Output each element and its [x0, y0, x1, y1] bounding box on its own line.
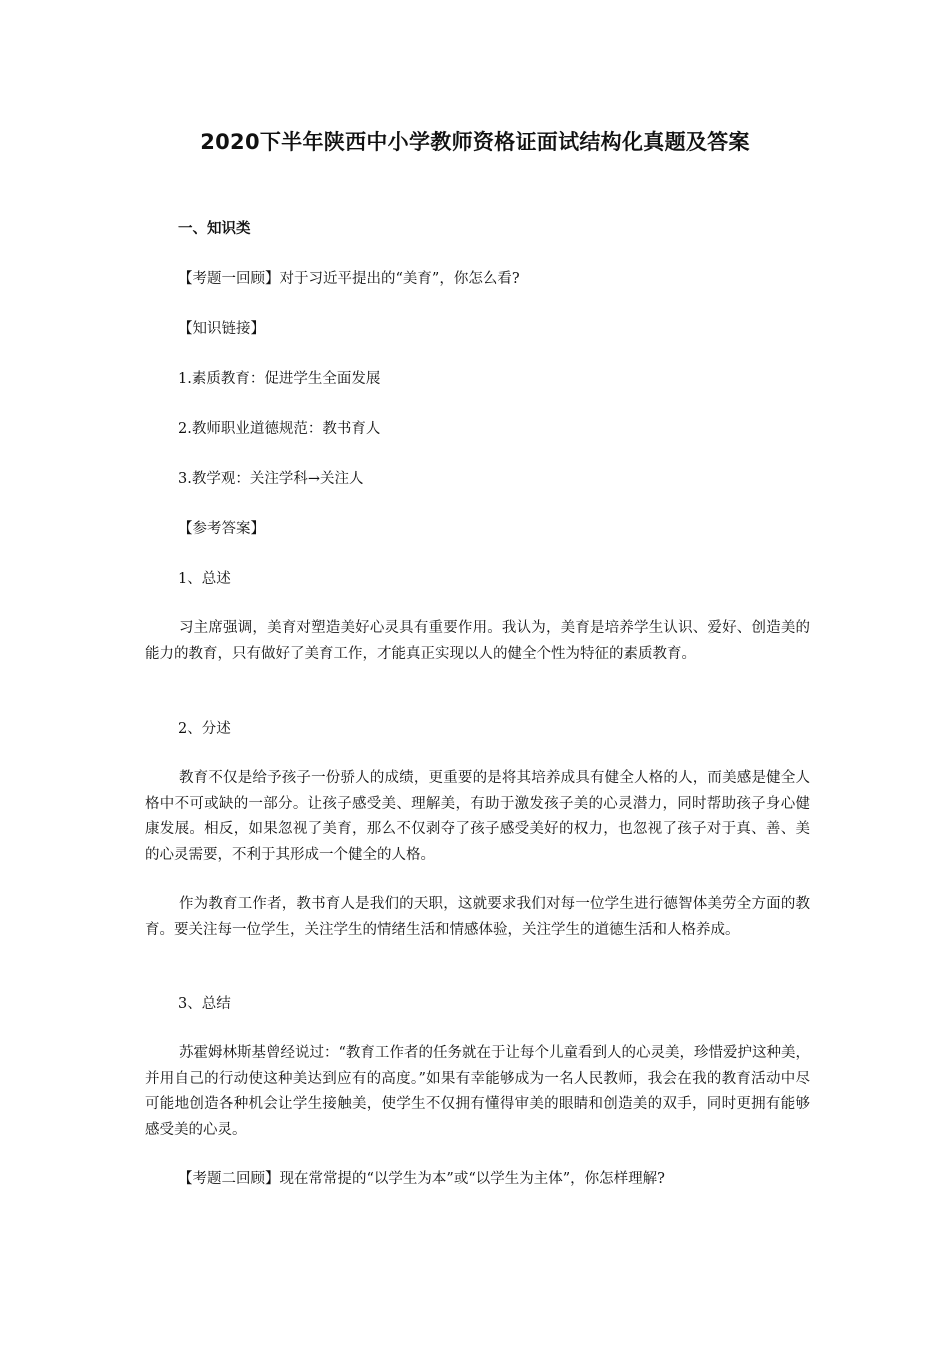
question-2-label: 【考题二回顾】现在常常提的“以学生为本”或“以学生为主体”，你怎样理解?	[178, 1171, 665, 1187]
answer-paragraph-3: 作为教育工作者，教书育人是我们的天职，这就要求我们对每一位学生进行德智体美劳全方面的教育。要关注每一位学生，关注学生的情绪生活和情感体验，关注学生的道德生活和人格养成。	[145, 896, 810, 938]
knowledge-item-1: 1.素质教育：促进学生全面发展	[178, 371, 381, 387]
answer-paragraph-1: 习主席强调，美育对塑造美好心灵具有重要作用。我认为，美育是培养学生认识、爱好、创造美的能力的教育，只有做好了美育工作，才能真正实现以人的健全个性为特征的素质教育。	[145, 620, 810, 662]
knowledge-link-heading: 【知识链接】	[178, 321, 265, 337]
document-title: 2020下半年陕西中小学教师资格证面试结构化真题及答案	[200, 130, 750, 154]
answer-heading-summary: 1、总述	[178, 571, 231, 587]
section-heading-knowledge: 一、知识类	[178, 220, 251, 237]
answer-heading-conclusion: 3、总结	[178, 996, 231, 1012]
answer-paragraph-2: 教育不仅是给予孩子一份骄人的成绩，更重要的是将其培养成具有健全人格的人，而美感是健全人格中不可或缺的一部分。让孩子感受美、理解美，有助于激发孩子美的心灵潜力，同时帮助孩子身心健康发展。相反，如果忽视了美育，那么不仅剥夺了孩子感受美好的权力，也忽视了孩子对于真、善、美的心灵需要，不利于其形成一个健全的人格。	[145, 770, 810, 863]
knowledge-item-2: 2.教师职业道德规范：教书育人	[178, 421, 381, 437]
reference-answer-heading: 【参考答案】	[178, 521, 265, 537]
question-1-label: 【考题一回顾】对于习近平提出的“美育”，你怎么看?	[178, 271, 520, 287]
answer-heading-detail: 2、分述	[178, 721, 231, 737]
answer-paragraph-4: 苏霍姆林斯基曾经说过：“教育工作者的任务就在于让每个儿童看到人的心灵美，珍惜爱护这种美，并用自己的行动使这种美达到应有的高度。”如果有幸能够成为一名人民教师，我会在我的教育活动中尽可能地创造各种机会让学生接触美，使学生不仅拥有懂得审美的眼睛和创造美的双手，同时更拥有能够感受美的心灵。	[145, 1045, 810, 1138]
knowledge-item-3: 3.教学观：关注学科→关注人	[178, 471, 364, 487]
